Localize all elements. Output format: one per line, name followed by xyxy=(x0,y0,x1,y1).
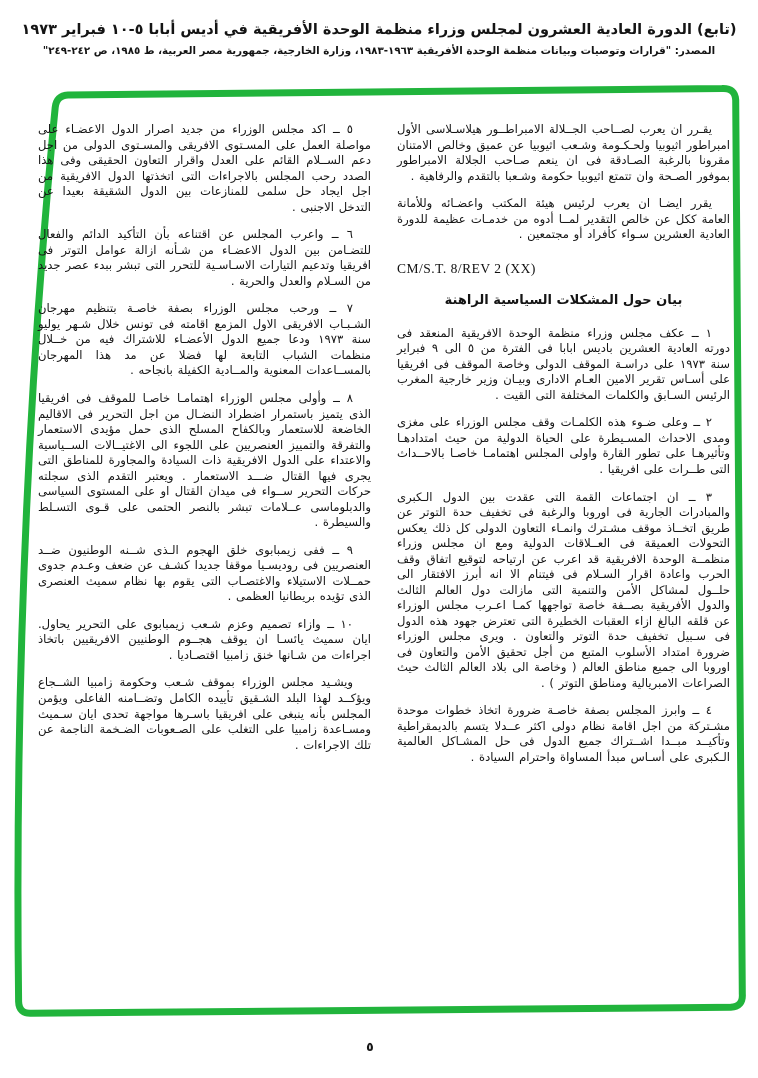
paragraph-zambia-support: ويشـيد مجلس الوزراء بموقف شـعب وحكومة زامبيا الشــجاع ويؤكــد لهذا البلد الشـقيق تأييده الكامل وتضــامنه الفاعلى ويؤمن المجلس بأنه ينبغى على افريقيا باسـرها مواجهة تحدى ايان سـميث ومسـاعدة زامبيا على التغلب على الصـعوبات الضـخمة الناجمة عن تلك الاجراءات . xyxy=(38,675,371,752)
column-right xyxy=(397,122,730,766)
page-title: (تابع) الدورة العادية العشرون لمجلس وزراء منظمة الوحدة الأفريقية في أديس أبابا ٥-١٠ فبراير ١٩٧٣ xyxy=(21,22,737,38)
statement-heading: بيان حول المشكلات السياسية الراهنة xyxy=(444,292,683,308)
document-reference: CM/S.T. 8/REV 2 (XX) xyxy=(397,260,536,276)
paragraph-1: ١ ــ عكف مجلس وزراء منظمة الوحدة الافريقية المنعقد فى دورته العادية العشرين باديس ابابا فى الفترة من ٥ الى ٩ فبراير سنة ١٩٧٣ على دراسـة الموقف الدولى وخاصة الموقف فى افريقيا على أسـاس تقرير الامين العـام الادارى وبيـان وزير خارجية المغرب الرئيس السـابق والكلمات المختلفة التى القيت . xyxy=(397,325,730,402)
paragraph-3: ٣ ــ ان اجتماعات القمة التى عقدت بين الدول الـكبرى والمبادرات الجارية فى اوروبا والرغبة فى تخفيف حدة التوتر عن طريق اتخــاذ موقف مشـترك وانمـاء التعاون الدولى كل ذلك يعكس التحولات العميقة فى العــلاقات الدولية ومع ان مجلس وزراء منظمــة الوحدة الافريقية قد اعرب عن ارتياحه لتوقيع اتفاق وقف الحرب واعادة اقرار السـلام فى فيتنام الا انه أبرز الافتقار الى حلــول لمشاكل الأمن والتنمية التى مازالت دول العالم الثالث والدول الأفريقية بصــفة خاصة تواجهها كمـا اعـرب مجلس الوزراء عن قلقه البالغ ازاء العقبات الخطيرة التى تعترض جهود هذه الدول فى سـبيل تخفيف حدة التوتر والتعاون . ويرى مجلس الوزراء ضرورة امتداد الأسلوب المتبع من أجل تحقيق الأمن والتعاون فى اوروبا الى جميع مناطق العالم ( وخاصة الى بلاد العالم الثالث حيث الصراعات الامبريالية ومناطق التوتر ) . xyxy=(397,489,730,690)
paragraph-resolution-bureau: يقرر ايضـا ان يعرب لرئيس هيئة المكتب واعضـائه وللأمانة العامة ككل عن خالص التقدير لمــا أدوه من خدمـات عظيمة للدورة العادية العشرين سـواء كأفراد أو مجتمعين . xyxy=(397,196,730,242)
paragraph-7: ٧ ــ ورحب مجلس الوزراء بصفة خاصـة بتنظيم مهرجان الشـبـاب الافريقى الاول المزمع اقامته فى تونس خلال شـهر يوليو سنة ١٩٧٣ ودعا جميع الدول الأعضـاء للاشتراك فيه من خــلال منظمات الشباب التابعة لها فضلا عن مد هذا المهرجان بالمســاعدات المعنوية والمــادية الكفيلة بانجاحه . xyxy=(38,301,371,378)
page-header xyxy=(0,22,758,57)
statement-body xyxy=(38,122,730,766)
source-citation: المصدر: "قرارات وتوصيات وبيانات منظمة الوحدة الأفريقية ١٩٦٣-١٩٨٣، وزارة الخارجية، جمهورية مصر العربية، ط ١٩٨٥، ص ٢٤٢-٢٤٩" xyxy=(42,45,716,57)
paragraph-resolution-emperor: يقـرر ان يعرب لصــاحب الجــلالة الامبراطــور هيلاسـلاسى الأول امبراطور اثيوبيا ولحـكـومة وشـعب اثيوبيا عن عميق وخالص الامتنان مقرونا بالرغبة الصـادقة فى ان ينعم صـاحب الجلالة الامبراطور بموفور الصـحة وان تتمتع اثيوبيا حكومة وشـعبا بالتقدم والرفاهية . xyxy=(397,122,730,183)
paragraph-10: ١٠ ــ وازاء تصميم وعزم شـعب زيمبابوى على التحرير يحاول. ايان سميث يائسـا ان يوقف هجــوم الوطنيين الافريقيين باتخاذ اجراءات من شـانها خنق زامبيا اقتصـاديا . xyxy=(38,616,371,662)
paragraph-8: ٨ ــ وأولى مجلس الوزراء اهتمامـا خاصـا للموقف فى افريقيا الذى يتميز باستمرار اضطراد النضـال من اجل التحرير فى الاقاليم الخاضعة للاستعمار وبالكفاح المسلح الذى حمل مؤيدى الاستعمار والتفرقة والتمييز العنصريين على اللجوء الى الاغتيــالات الســياسية والاعتداء على الدول الافريقية ذات السيادة والمجاورة للمناطق التى يجرى فيها القتال ضـــد الاستعمار . ويعتبر التقدم الذى سجلته حركات التحرير ســواء فى ميدان القتال او على المستوى السياسى والدبلوماسى عــلامات تبشر بالنصر الحتمى على قـوى التسـلط والسيطرة . xyxy=(38,390,371,530)
paragraph-9: ٩ ــ ففى زيمبابوى خلق الهجوم الـذى شــنه الوطنيون ضــد العنصريين فى روديسـيا موقفا جديدا كشـف عن ضعف وعـدم جدوى حمــلات الاستيلاء والاغتصـاب التى يقوم بها نظام سميث العنصرى الذى تؤيده بريطانيا العظمى . xyxy=(38,542,371,604)
paragraph-5: ٥ ــ اكد مجلس الوزراء من جديد اصرار الدول الاعضـاء على مواصلة العمل على المسـتوى الافريقى والمسـتوى الدولى من اجل دعم الســلام القائم على العدل واقرار التعاون الحقيقى وفى هذا الصدد رحب المجلس بالاجراءات التى اتخذتها الدول الافريقية من اجل ايجاد حل سلمى للمنازعات بين الدول الشقيقة بعيدا عن التدخل الاجنبى . xyxy=(38,122,371,214)
paragraph-6: ٦ ــ واعرب المجلس عن اقتناعه بأن التأكيد الدائم والفعال للتضـامن بين الدول الاعضـاء من شـأنه ازالة عوامل التوتر فى افريقيا وتدعيم التيارات الاسـاسـية للتحرر التى تبشر ببدء عصر جديد من السـلام والعدل والحرية . xyxy=(38,227,371,288)
paragraph-4: ٤ ــ وابرز المجلس بصفة خاصـة ضرورة اتخاذ خطوات موحدة مشـتركة من اجل اقامة نظام دولى اكثر عــدلا يتسم بالديمقراطية وتأكيــد مبــدا اشــتراك جميع الدول فى حل المشـاكل العالمية الـكبرى على أسـاس مبدأ المساواة واحترام السيادة . xyxy=(397,703,730,764)
column-left xyxy=(38,122,371,753)
page-number: ٥ xyxy=(366,1039,374,1054)
paragraph-2: ٢ ــ وعلى ضـوء هذه الكلمـات وقف مجلس الوزراء على مغزى ومدى الاحداث المسـيطرة على الحياة الدولية من حيث امتدادهـا وتأثيرهـا على تطور القارة واولى المجلس اهتمامـا خاصـا بالاحــداث التى طــرات على افريقيا . xyxy=(397,415,730,476)
